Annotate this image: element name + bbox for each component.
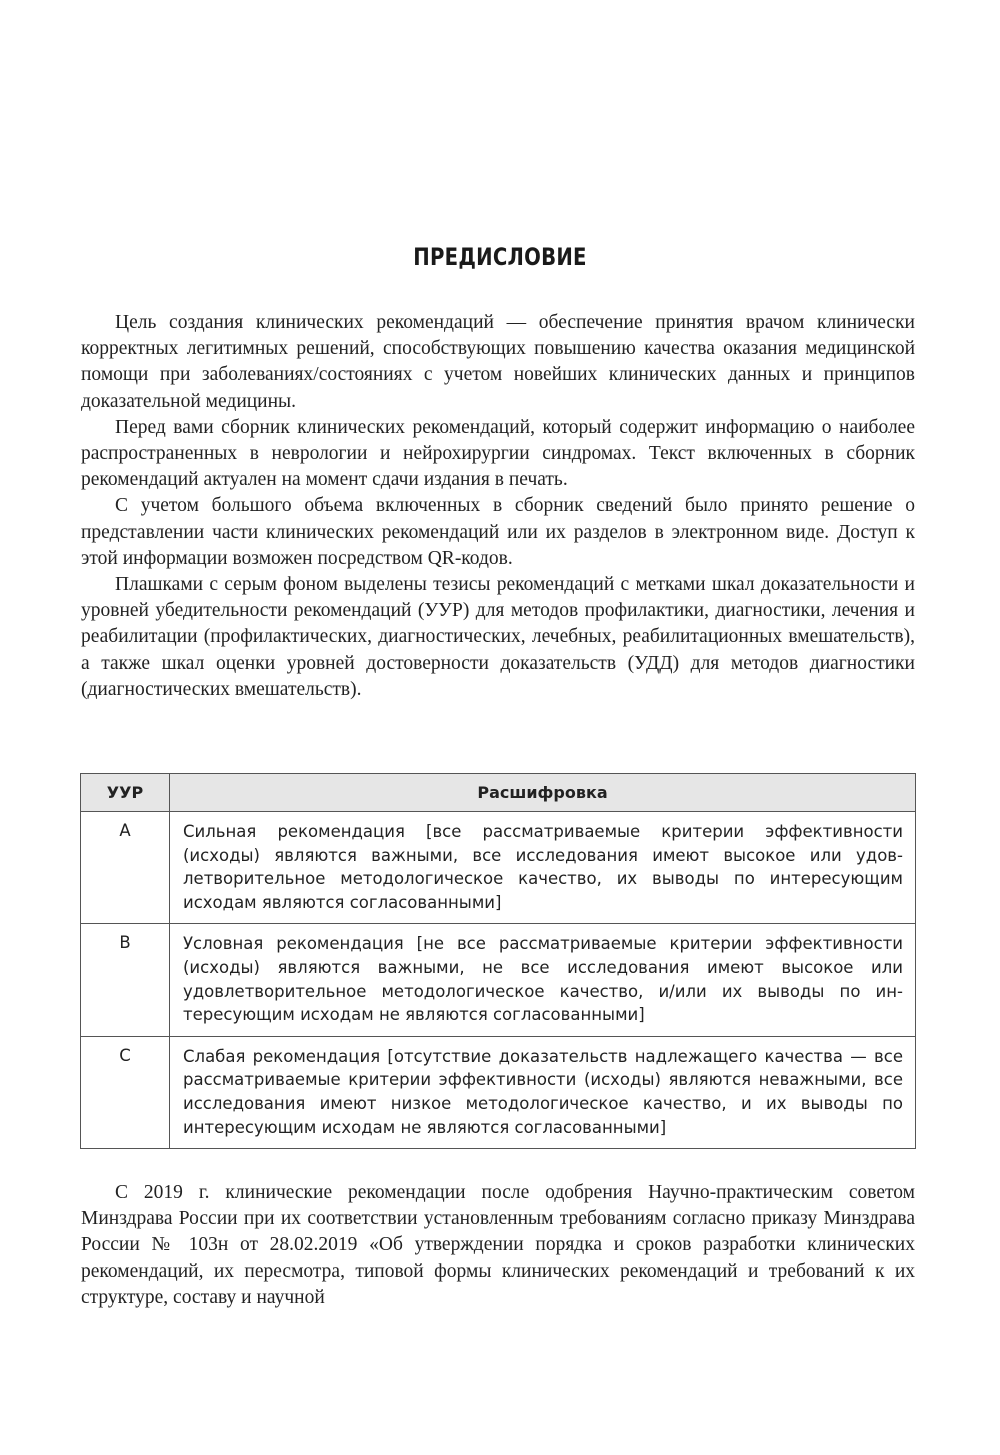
grade-cell: C bbox=[81, 1036, 170, 1148]
intro-text bbox=[81, 310, 915, 703]
description-cell: Сильная рекомендация [все рассматриваемые критерии эффективности (исходы) являются важными, все исследования имеют высокое или удовлетворительное методологическое качество, их выводы по интересующим исходам являются согласованными] bbox=[170, 812, 916, 924]
table-header-row bbox=[81, 774, 916, 812]
grade-cell: B bbox=[81, 924, 170, 1036]
page-title: ПРЕДИСЛОВИЕ bbox=[413, 243, 587, 271]
recommendation-grade-table bbox=[80, 773, 916, 1149]
paragraph-electronic: С учетом большого объема включенных в сборник сведений было принято решение о представлении части клинических рекомендаций или их разделов в электронном виде. Доступ к этой информации возможен посредством QR-кодов. bbox=[81, 495, 915, 569]
header-grade: УУР bbox=[81, 774, 170, 812]
header-description: Расшифровка bbox=[170, 774, 916, 812]
paragraph-approval: С 2019 г. клинические рекомендации после одобрения Научно-практическим советом Минздрава России при их соответствии установленным требованиям согласно приказу Минздрава России № 103н от 28.02.2019 «Об утверждении порядка и сроков разработки клинических рекомендаций, их пересмотра, типовой формы клинических рекомендаций и требований к их структуре, составу и научной bbox=[81, 1182, 915, 1308]
table-row bbox=[81, 1036, 916, 1148]
outro-text bbox=[81, 1180, 915, 1311]
description-cell: Условная рекомендация [не все рассматриваемые критерии эффективности (исходы) являются важными, не все исследования имеют высокое или удовлетворительное методологическое качество, и/или их выводы по интересующим исходам не являются согласованными] bbox=[170, 924, 916, 1036]
paragraph-purpose: Цель создания клинических рекомендаций — обеспечение принятия врачом клинически корректных легитимных решений, способствующих повышению качества оказания медицинской помощи при заболеваниях/состояниях с учетом новейших клинических данных и принципов доказательной медицины. bbox=[81, 312, 915, 412]
paragraph-collection: Перед вами сборник клинических рекомендаций, который содержит информацию о наиболее распространенных в неврологии и нейрохирургии синдромах. Текст включенных в сборник рекомендаций актуален на момент сдачи издания в печать. bbox=[81, 416, 915, 491]
description-cell: Слабая рекомендация [отсутствие доказательств надлежащего качества — все рассматриваемые критерии эффективности (исходы) являются неважными, все исследования имеют низкое методологическое качество, и их выводы по интересующим исходам не являются согласованными] bbox=[170, 1036, 916, 1148]
grade-cell: A bbox=[81, 812, 170, 924]
table-row bbox=[81, 812, 916, 924]
table-row bbox=[81, 924, 916, 1036]
paragraph-gray-boxes: Плашками с серым фоном выделены тезисы рекомендаций с метками шкал доказательности и уровней убедительности рекомендаций (УУР) для методов профилактики, диагностики, лечения и реабилитации (профилактических, диагностических, лечебных, реабилитационных вмешательств), а также шкал оценки уровней достоверности доказательств (УДД) для методов диагностики (диагностических вмешательств). bbox=[81, 574, 915, 700]
